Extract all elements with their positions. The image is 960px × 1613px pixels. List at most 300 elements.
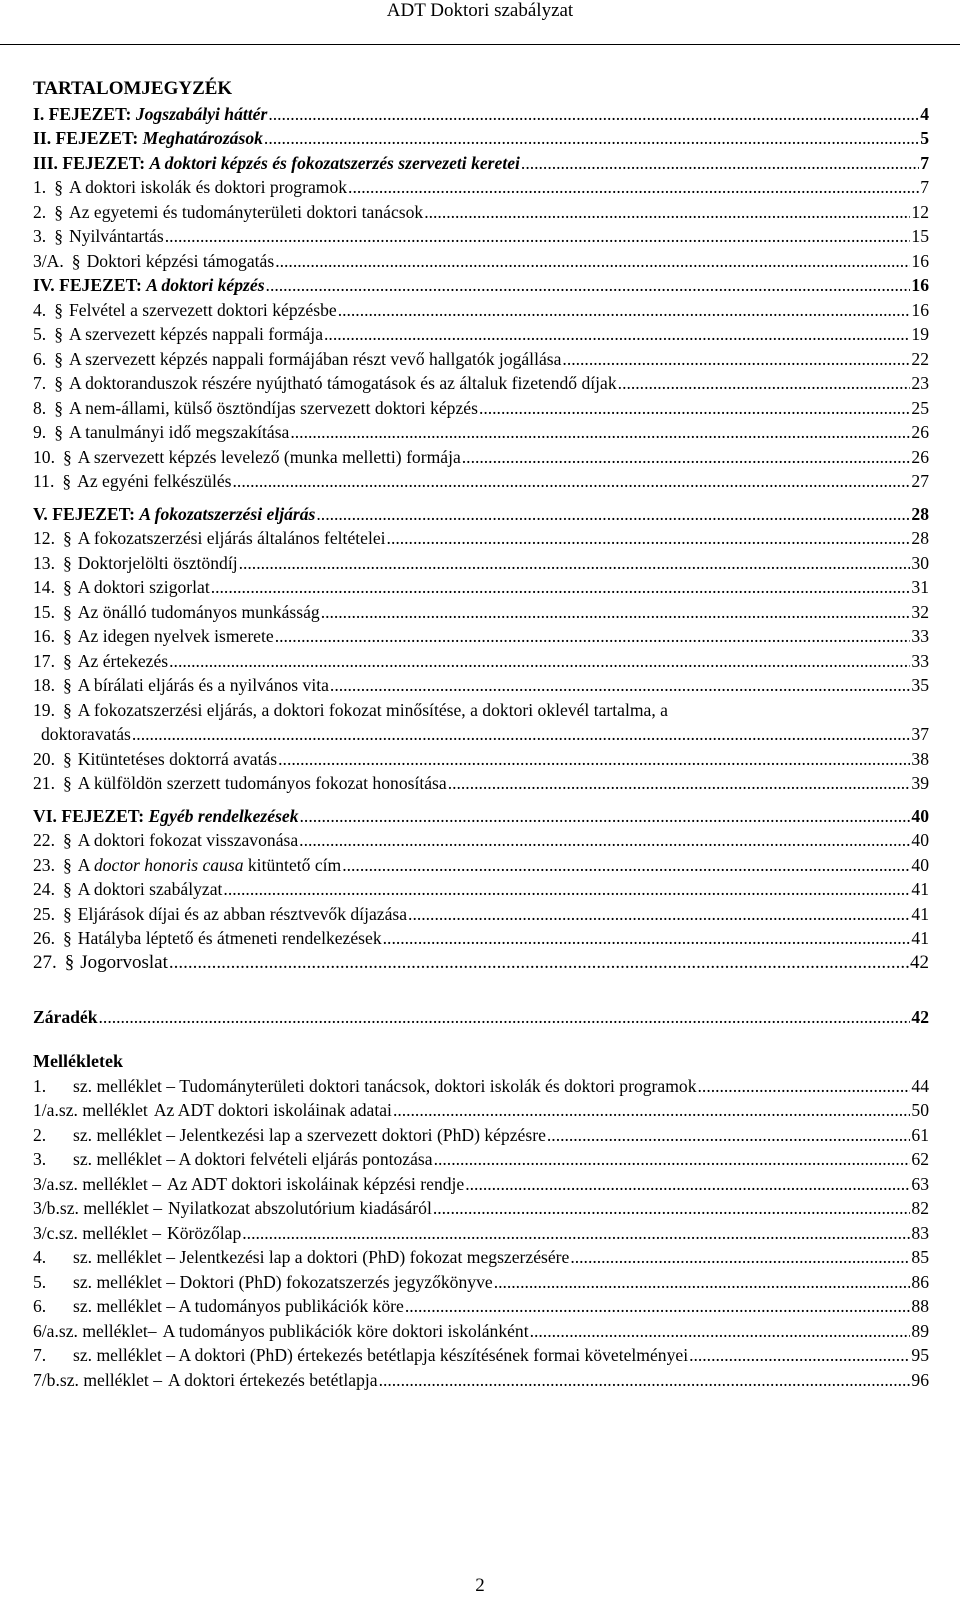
toc-page-number: 33 (911, 626, 929, 646)
toc-item-number: 24. (33, 879, 55, 899)
toc-item-number: 20. (33, 748, 55, 769)
toc-page-number: 39 (911, 773, 929, 793)
toc-page-number: 12 (911, 201, 929, 222)
dot-leader (266, 273, 911, 297)
toc-item-number: VI. FEJEZET: (33, 805, 145, 826)
toc-item-title (78, 445, 461, 469)
toc-section-row[interactable] (33, 771, 929, 796)
spacer (33, 795, 929, 803)
section-mark: § (63, 626, 72, 646)
dot-leader (387, 526, 911, 550)
dot-leader (348, 175, 919, 199)
toc-annex-row[interactable] (33, 1343, 929, 1368)
section-mark: § (54, 397, 63, 418)
toc-item-title (78, 771, 447, 795)
toc-page-number: 23 (911, 373, 929, 393)
toc-page-number: 42 (910, 951, 929, 973)
toc-section-row[interactable] (33, 877, 929, 902)
running-header (0, 0, 960, 44)
toc-page-number: 28 (911, 503, 929, 524)
toc-item-title-text: Felvétel a szervezett doktori képzésbe (69, 299, 337, 320)
toc-item-title (69, 322, 323, 346)
toc-page-number: 40 (911, 805, 929, 826)
toc-item-title (78, 624, 274, 648)
annex-number: 1/a.sz. melléklet (33, 1100, 148, 1120)
annex-number: 4. (33, 1247, 47, 1267)
toc-heading: TARTALOMJEGYZÉK (33, 78, 233, 99)
toc-item-number: 19. (33, 699, 55, 720)
dot-leader (239, 551, 911, 575)
toc-item-title-text: A doktori képzés (146, 275, 265, 295)
toc-annex-row[interactable] (33, 1073, 929, 1098)
toc-item-title-text: Jogszabályi háttér (135, 103, 268, 124)
spacer (33, 975, 929, 1005)
toc-section-row[interactable] (33, 526, 929, 551)
toc-annexes (33, 1073, 929, 1392)
section-mark: § (63, 854, 72, 875)
section-mark: § (63, 748, 72, 769)
toc-page-number: 96 (911, 1369, 929, 1390)
dot-leader (275, 624, 911, 648)
toc-item-title (69, 396, 478, 420)
section-mark: § (63, 773, 72, 793)
toc-item-title-text: Nyilvántartás (69, 226, 164, 246)
annex-title: sz. melléklet – A doktori felvételi eljárás pontozása (73, 1149, 433, 1169)
toc-page-number: 40 (911, 854, 929, 875)
toc-page-number: 41 (911, 903, 929, 924)
spacer (33, 493, 929, 501)
toc-page-number: 38 (911, 748, 929, 769)
toc-section-row[interactable] (33, 550, 929, 575)
toc-item-title-text: Egyéb rendelkezések (148, 805, 299, 826)
toc-item-number: 2. (33, 201, 47, 222)
toc-page-number: 25 (911, 397, 929, 418)
dot-leader (223, 877, 910, 901)
toc-annex-row[interactable] (33, 1269, 929, 1294)
toc-section-row[interactable] (33, 673, 929, 698)
dot-leader (448, 771, 911, 795)
toc-section-row-continuation (33, 722, 929, 747)
dot-leader (300, 804, 911, 828)
toc-section-row[interactable] (33, 828, 929, 853)
toc-item-title (78, 575, 210, 599)
section-mark: § (54, 324, 63, 344)
toc-item-title-text: A szervezett képzés levelező (munka melletti) formája (77, 446, 461, 467)
annex-title: sz. melléklet – Jelentkezési lap a doktori (PhD) fokozat megszerzésére (73, 1247, 570, 1267)
toc-page-number: 5 (920, 128, 929, 148)
toc-section-row[interactable] (33, 248, 929, 273)
toc-item-title (139, 502, 315, 526)
toc-item-title-text: A doktori szigorlat (77, 577, 210, 597)
toc-section-row[interactable] (33, 322, 929, 347)
toc-chapter-row[interactable] (33, 150, 929, 175)
toc-item-title-text: Az önálló tudományos munkásság (77, 601, 320, 622)
toc-section-row[interactable] (33, 175, 929, 200)
toc-page-number: 89 (911, 1320, 929, 1341)
toc-item-title-text: Az idegen nyelvek ismerete (77, 626, 274, 646)
spacer (33, 1029, 929, 1049)
toc-item-title (69, 420, 289, 444)
section-mark: § (63, 903, 72, 924)
toc-item-title-text: Hatályba léptető és átmeneti rendelkezések (77, 928, 382, 948)
toc-section-row[interactable] (33, 371, 929, 396)
toc-page-number: 37 (911, 724, 929, 744)
toc-item-number: 8. (33, 397, 47, 418)
annex-title: A tudományos publikációk köre doktori iskolánként (162, 1320, 529, 1341)
dot-leader (494, 1270, 911, 1294)
toc-item-title (78, 673, 329, 697)
toc-item-title (69, 175, 347, 199)
toc-item-title-text: Doktori képzési támogatás (86, 250, 275, 271)
toc-item-number: 22. (33, 830, 55, 850)
annex-title: A doktori értekezés betétlapja (168, 1369, 378, 1390)
dot-leader (698, 1074, 911, 1098)
dot-leader (379, 1368, 911, 1392)
toc-item-title (69, 224, 164, 248)
toc-item-number: 27. (33, 951, 57, 973)
toc-item-number: IV. FEJEZET: (33, 275, 142, 295)
dot-leader (342, 853, 910, 877)
toc-item-title-text: A nem-állami, külső ösztöndíjas szervezett doktori képzés (69, 397, 478, 418)
toc-item-title-text: A szervezett képzés nappali formájában részt vevő hallgatók jogállása (69, 348, 562, 369)
dot-leader (169, 649, 910, 673)
section-mark: § (54, 177, 63, 197)
dot-leader (268, 102, 919, 126)
toc-item-number: 4. (33, 299, 47, 320)
toc-section-row[interactable] (33, 697, 929, 722)
toc-item-title-text: Meghatározások (142, 128, 263, 148)
toc-item-number: 16. (33, 626, 55, 646)
mellekletek-heading: Mellékletek (33, 1051, 123, 1071)
toc-item-title (149, 804, 299, 828)
section-mark: § (63, 650, 72, 671)
section-mark: § (64, 951, 75, 973)
toc-section-row[interactable] (33, 599, 929, 624)
toc-annex-row[interactable] (33, 1220, 929, 1245)
toc-item-number: 11. (33, 471, 55, 491)
toc-page-number: 32 (911, 601, 929, 622)
dot-leader (433, 1196, 911, 1220)
toc-item-number: 14. (33, 577, 55, 597)
toc-item-number: 15. (33, 601, 55, 622)
toc-section-row[interactable] (33, 395, 929, 420)
toc-item-number: 5. (33, 324, 47, 344)
section-mark: § (63, 879, 72, 899)
section-mark: § (54, 348, 63, 369)
toc-section-row[interactable] (33, 746, 929, 771)
dot-leader (211, 575, 911, 599)
toc-item-title-text: A fokozatszerzési eljárás általános feltételei (77, 528, 386, 548)
annex-number: 6. (33, 1296, 47, 1316)
toc-section-row[interactable] (33, 420, 929, 445)
toc-zaradek-row[interactable] (33, 1005, 929, 1030)
toc-page-number: 62 (911, 1149, 929, 1169)
annex-number: 3/b.sz. melléklet – (33, 1198, 162, 1218)
annex-number: 1. (33, 1075, 47, 1096)
toc-page-number: 86 (911, 1271, 929, 1292)
toc-page-number: 26 (911, 422, 929, 442)
toc-item-number: I. FEJEZET: (33, 103, 132, 124)
toc-item-title-text: A szervezett képzés nappali formája (69, 324, 324, 344)
annex-number: 5. (33, 1271, 47, 1292)
section-mark: § (54, 201, 63, 222)
toc-item-number: 1. (33, 177, 47, 197)
toc-page-number: 19 (911, 324, 929, 344)
toc-item-title-text: A bírálati eljárás és a nyilvános vita (77, 675, 329, 695)
section-mark: § (54, 373, 63, 393)
annex-title: sz. melléklet – A tudományos publikációk köre (73, 1296, 404, 1316)
toc-page-number: 30 (911, 552, 929, 573)
toc-page-number: 85 (911, 1247, 929, 1267)
toc-zaradek (33, 1005, 929, 1030)
toc-chapter-row[interactable] (33, 101, 929, 126)
section-mark: § (54, 422, 63, 442)
toc-section-row[interactable] (33, 624, 929, 649)
toc-item-19 (33, 697, 929, 746)
section-mark: § (54, 299, 63, 320)
toc-item-title (78, 853, 341, 877)
dot-leader (330, 673, 910, 697)
toc-item-title (69, 347, 561, 371)
section-mark: § (62, 471, 72, 491)
toc-item-title-text: A doktori képzés és fokozatszerzés szervezeti keretei (149, 152, 520, 173)
toc-item-title (78, 526, 386, 550)
toc-item-number: 25. (33, 903, 55, 924)
toc-annex-row[interactable] (33, 1196, 929, 1221)
toc-page-number: 22 (911, 348, 929, 369)
dot-leader (465, 1172, 910, 1196)
toc-page-number: 31 (911, 577, 929, 597)
toc-item-number: 21. (33, 773, 55, 793)
toc-chapter-row[interactable] (33, 273, 929, 298)
toc-item-title-text: A fokozatszerzési eljárás (139, 503, 316, 524)
toc-page-number: 7 (920, 177, 929, 197)
dot-leader (530, 1319, 911, 1343)
toc-chapter-row[interactable] (33, 803, 929, 828)
annex-title: sz. melléklet – A doktori (PhD) értekezés betétlapja készítésének formai követelményei (73, 1345, 689, 1365)
dot-leader (434, 1147, 911, 1171)
toc-page-number: 41 (911, 879, 929, 899)
dot-leader (383, 926, 911, 950)
toc-annex-row[interactable] (33, 1318, 929, 1343)
annex-number: 3/a.sz. melléklet – (33, 1173, 162, 1194)
annex-title: Nyilatkozat abszolutórium kiadásáról (168, 1198, 432, 1218)
toc-item-title (69, 371, 617, 395)
toc-page-number: 27 (911, 471, 929, 491)
toc-chapter-row[interactable] (33, 126, 929, 151)
section-mark: § (63, 552, 72, 573)
toc-section-row[interactable] (33, 950, 929, 975)
toc-item-title (69, 298, 337, 322)
toc-page-number: 42 (911, 1007, 929, 1027)
toc-page-number: 50 (911, 1100, 929, 1120)
annex-number: 7/b.sz. melléklet – (33, 1369, 162, 1390)
toc-item-title (143, 126, 263, 150)
annex-number: 3. (33, 1149, 47, 1169)
annex-title: sz. melléklet – Jelentkezési lap a szervezett doktori (PhD) képzésre (73, 1124, 546, 1145)
toc-page-number: 44 (911, 1075, 929, 1096)
toc-item-number: 6. (33, 348, 47, 369)
toc-item-number: 18. (33, 675, 55, 695)
toc-item-title-pre: A (77, 854, 94, 875)
toc-item-number: V. FEJEZET: (33, 503, 136, 524)
toc-annex-row[interactable] (33, 1122, 929, 1147)
annex-number: 3/c.sz. melléklet – (33, 1222, 162, 1243)
dot-leader (338, 298, 911, 322)
toc-item-title (78, 926, 382, 950)
toc-item-title (78, 600, 320, 624)
toc-item-title-text: A doktori iskolák és doktori programok (69, 177, 348, 197)
toc-section-row[interactable] (33, 926, 929, 951)
dot-leader (99, 1005, 911, 1029)
dot-leader (316, 502, 910, 526)
dot-leader (405, 1294, 911, 1318)
toc-item-title-text: A doktoranduszok részére nyújtható támogatások és az általuk fizetendő díjak (69, 373, 617, 393)
toc-item-title-text: Az egyetemi és tudományterületi doktori tanácsok (69, 201, 424, 222)
toc-page-number: 82 (911, 1198, 929, 1218)
dot-leader (278, 747, 910, 771)
toc-section-row[interactable] (33, 469, 929, 494)
toc-item-number: 26. (33, 928, 55, 948)
toc-item-title (69, 200, 423, 224)
dot-leader (547, 1123, 911, 1147)
toc-annex-row[interactable] (33, 1245, 929, 1270)
dot-leader (479, 396, 910, 420)
toc-page-number: 15 (911, 226, 929, 246)
dot-leader (233, 469, 911, 493)
toc-section-row[interactable] (33, 648, 929, 673)
toc-section-row[interactable] (33, 575, 929, 600)
toc-page-number: 41 (911, 928, 929, 948)
dot-leader (169, 951, 909, 975)
dot-leader (165, 224, 911, 248)
toc-page-number: 83 (911, 1222, 929, 1243)
section-mark: § (63, 699, 72, 720)
toc-item-title-text: Jogorvoslat (80, 951, 168, 973)
section-mark: § (63, 830, 72, 850)
toc-item-number: III. FEJEZET: (33, 152, 146, 173)
toc-annex-row[interactable] (33, 1171, 929, 1196)
toc-page-number: 35 (911, 675, 929, 695)
toc-annex-row[interactable] (33, 1147, 929, 1172)
toc-section-row[interactable] (33, 444, 929, 469)
dot-leader (408, 902, 910, 926)
toc-item-title (78, 902, 407, 926)
section-mark: § (71, 250, 81, 271)
toc-page-number: 40 (911, 830, 929, 850)
dot-leader (462, 445, 911, 469)
toc-item-title-text: Eljárások díjai és az abban résztvevők díjazása (77, 903, 408, 924)
toc-annex-row[interactable] (33, 1098, 929, 1123)
annex-title: sz. melléklet – Tudományterületi doktori tanácsok, doktori iskolák és doktori programok (73, 1075, 697, 1096)
toc-section-row[interactable] (33, 297, 929, 322)
toc-item-title-text: A doktori fokozat visszavonása (77, 830, 299, 850)
toc-item-number: II. FEJEZET: (33, 128, 139, 148)
section-mark: § (63, 601, 72, 622)
toc-item-number: 13. (33, 552, 55, 573)
toc-item-title-text: A külföldön szerzett tudományos fokozat honosítása (77, 773, 447, 793)
dot-leader (570, 1245, 910, 1269)
section-mark: § (63, 528, 72, 548)
toc-page-number: 88 (911, 1296, 929, 1316)
toc-block-chapter-5-end (33, 746, 929, 795)
toc-item-title (78, 877, 223, 901)
toc-item-number: 9. (33, 422, 47, 442)
dot-leader (689, 1343, 910, 1367)
dot-leader (264, 126, 919, 150)
toc-page-number: 33 (911, 650, 929, 671)
dot-leader (242, 1221, 910, 1245)
toc-item-title-post: kitüntető cím (243, 854, 342, 875)
section-mark: § (54, 226, 63, 246)
dot-leader (132, 722, 911, 746)
toc-annex-row[interactable] (33, 1294, 929, 1319)
toc-item-title (136, 102, 267, 126)
dot-leader (618, 371, 911, 395)
section-mark: § (63, 928, 72, 948)
toc-item-title: Záradék (33, 1007, 98, 1027)
toc-item-title-italic: doctor honoris causa (93, 854, 244, 875)
toc-section-row[interactable] (33, 346, 929, 371)
section-mark: § (63, 446, 72, 467)
toc-page-number: 16 (911, 275, 929, 295)
toc-item-title (146, 273, 264, 297)
annex-title: Az ADT doktori iskoláinak adatai (153, 1100, 392, 1120)
dot-leader (324, 322, 910, 346)
section-mark: § (63, 675, 72, 695)
toc-item-title (78, 747, 277, 771)
toc-block-chapter-5 (33, 501, 929, 697)
toc-item-title-text: Az egyéni felkészülés (77, 471, 232, 491)
toc-section-row[interactable] (33, 199, 929, 224)
annex-number: 2. (33, 1124, 47, 1145)
header-rule (0, 44, 960, 45)
toc-item-title-text: A doktori szabályzat (77, 879, 223, 899)
dot-leader (424, 200, 910, 224)
toc-item-title-text: Doktorjelölti ösztöndíj (77, 552, 238, 573)
toc-chapter-row[interactable] (33, 501, 929, 526)
dot-leader (562, 347, 910, 371)
toc-item-number: 23. (33, 854, 55, 875)
toc-section-row[interactable] (33, 852, 929, 877)
toc-item-title-text: Az értekezés (77, 650, 169, 671)
dot-leader (275, 249, 910, 273)
toc-item-title (78, 551, 238, 575)
toc-item-number: 17. (33, 650, 55, 671)
toc-item-number: 7. (33, 373, 47, 393)
toc-item-number: 3/A. (33, 250, 64, 271)
toc-page-number: 63 (911, 1173, 929, 1194)
toc-block-chapter-6 (33, 803, 929, 975)
page-number: 2 (475, 1575, 485, 1596)
annex-title: sz. melléklet – Doktori (PhD) fokozatszerzés jegyzőkönyve (73, 1271, 493, 1292)
toc-page-number: 61 (911, 1124, 929, 1145)
dot-leader (290, 420, 910, 444)
toc-page-number: 16 (911, 250, 929, 271)
toc-item-title (150, 151, 520, 175)
toc-item-number: 10. (33, 446, 55, 467)
toc-item-number: 12. (33, 528, 55, 548)
toc-page-number: 95 (911, 1345, 929, 1365)
toc-item-title (77, 469, 231, 493)
toc-page-number: 28 (911, 528, 929, 548)
toc-section-row[interactable] (33, 901, 929, 926)
toc-item-title-text: Kitüntetéses doktorrá avatás (77, 748, 278, 769)
dot-leader (521, 151, 919, 175)
toc-annex-row[interactable] (33, 1367, 929, 1392)
toc-item-title (87, 249, 275, 273)
toc-section-row[interactable] (33, 224, 929, 249)
